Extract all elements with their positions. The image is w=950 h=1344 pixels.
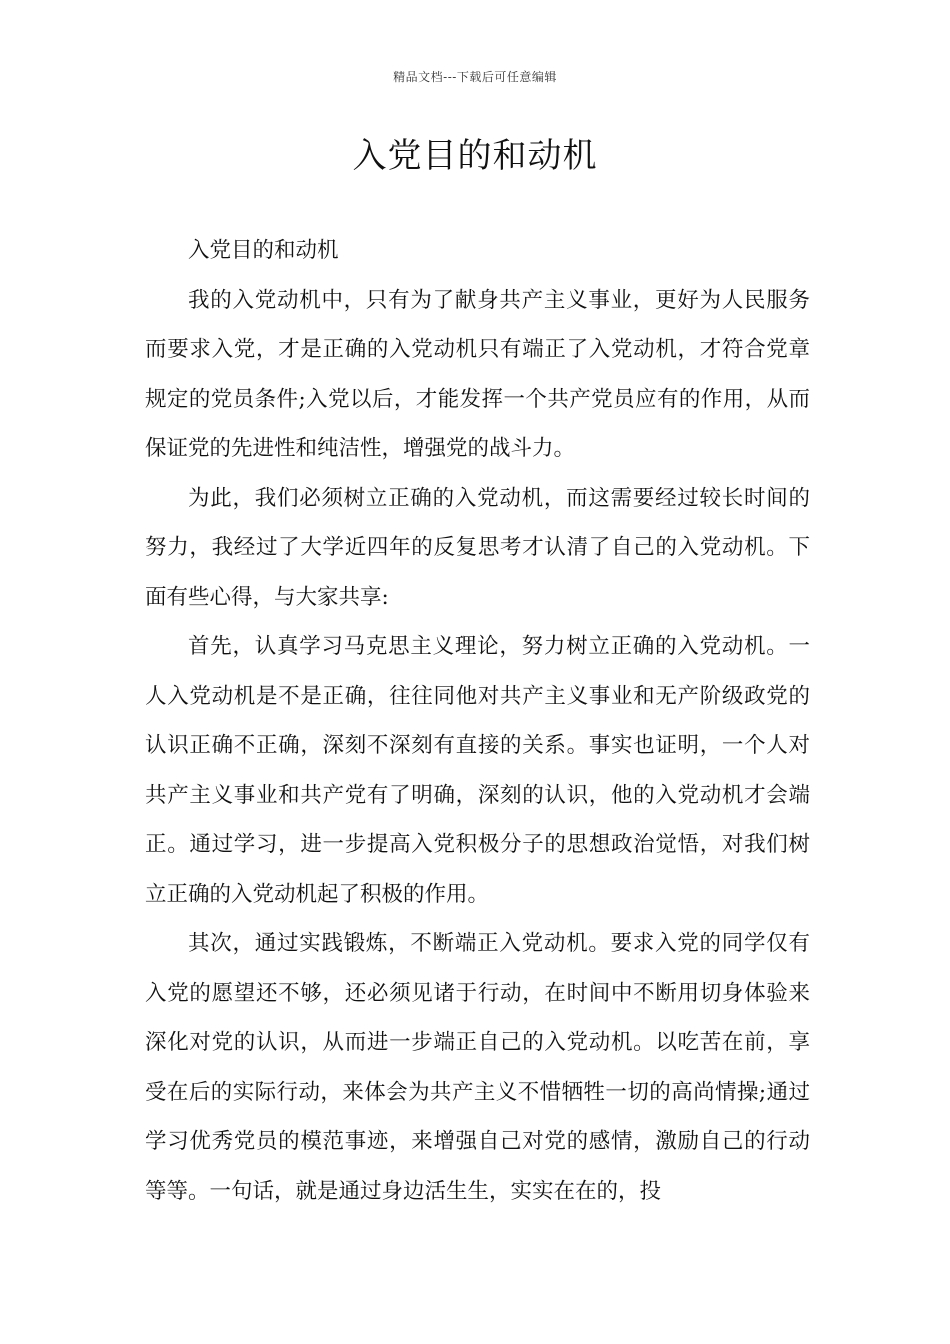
header-note: 精品文档---下载后可任意编辑 xyxy=(393,70,557,84)
paragraph: 其次，通过实践锻炼，不断端正入党动机。要求入党的同学仅有入党的愿望还不够，还必须见诸于行动，在时间中不断用切身体验来深化对党的认识，从而进一步端正自己的入党动机。以吃苦在前，享受在后的实际行动，来体会为共产主义不惜牺牲一切的高尚情操;通过学习优秀党员的模范事迹，来增强自己对党的感情，激励自己的行动等等。一句话，就是通过身边活生生，实实在在的，投 xyxy=(145,931,810,1204)
paragraph: 首先，认真学习马克思主义理论，努力树立正确的入党动机。一人入党动机是不是正确，往往同他对共产主义事业和无产阶级政党的认识正确不正确，深刻不深刻有直接的关系。事实也证明，一个人对共产主义事业和共产党有了明确，深刻的认识，他的入党动机才会端正。通过学习，进一步提高入党积极分子的思想政治觉悟，对我们树立正确的入党动机起了积极的作用。 xyxy=(145,634,810,907)
document-title: 入党目的和动机 xyxy=(352,136,598,176)
paragraph: 我的入党动机中，只有为了献身共产主义事业，更好为人民服务而要求入党，才是正确的入党动机只有端正了入党动机，才符合党章规定的党员条件;入党以后，才能发挥一个共产党员应有的作用，从而保证党的先进性和纯洁性，增强党的战斗力。 xyxy=(145,287,810,461)
paragraph: 为此，我们必须树立正确的入党动机，而这需要经过较长时间的努力，我经过了大学近四年的反复思考才认清了自己的入党动机。下面有些心得，与大家共享: xyxy=(145,485,810,610)
document-body xyxy=(145,226,810,1216)
paragraph-subtitle: 入党目的和动机 xyxy=(188,238,339,263)
